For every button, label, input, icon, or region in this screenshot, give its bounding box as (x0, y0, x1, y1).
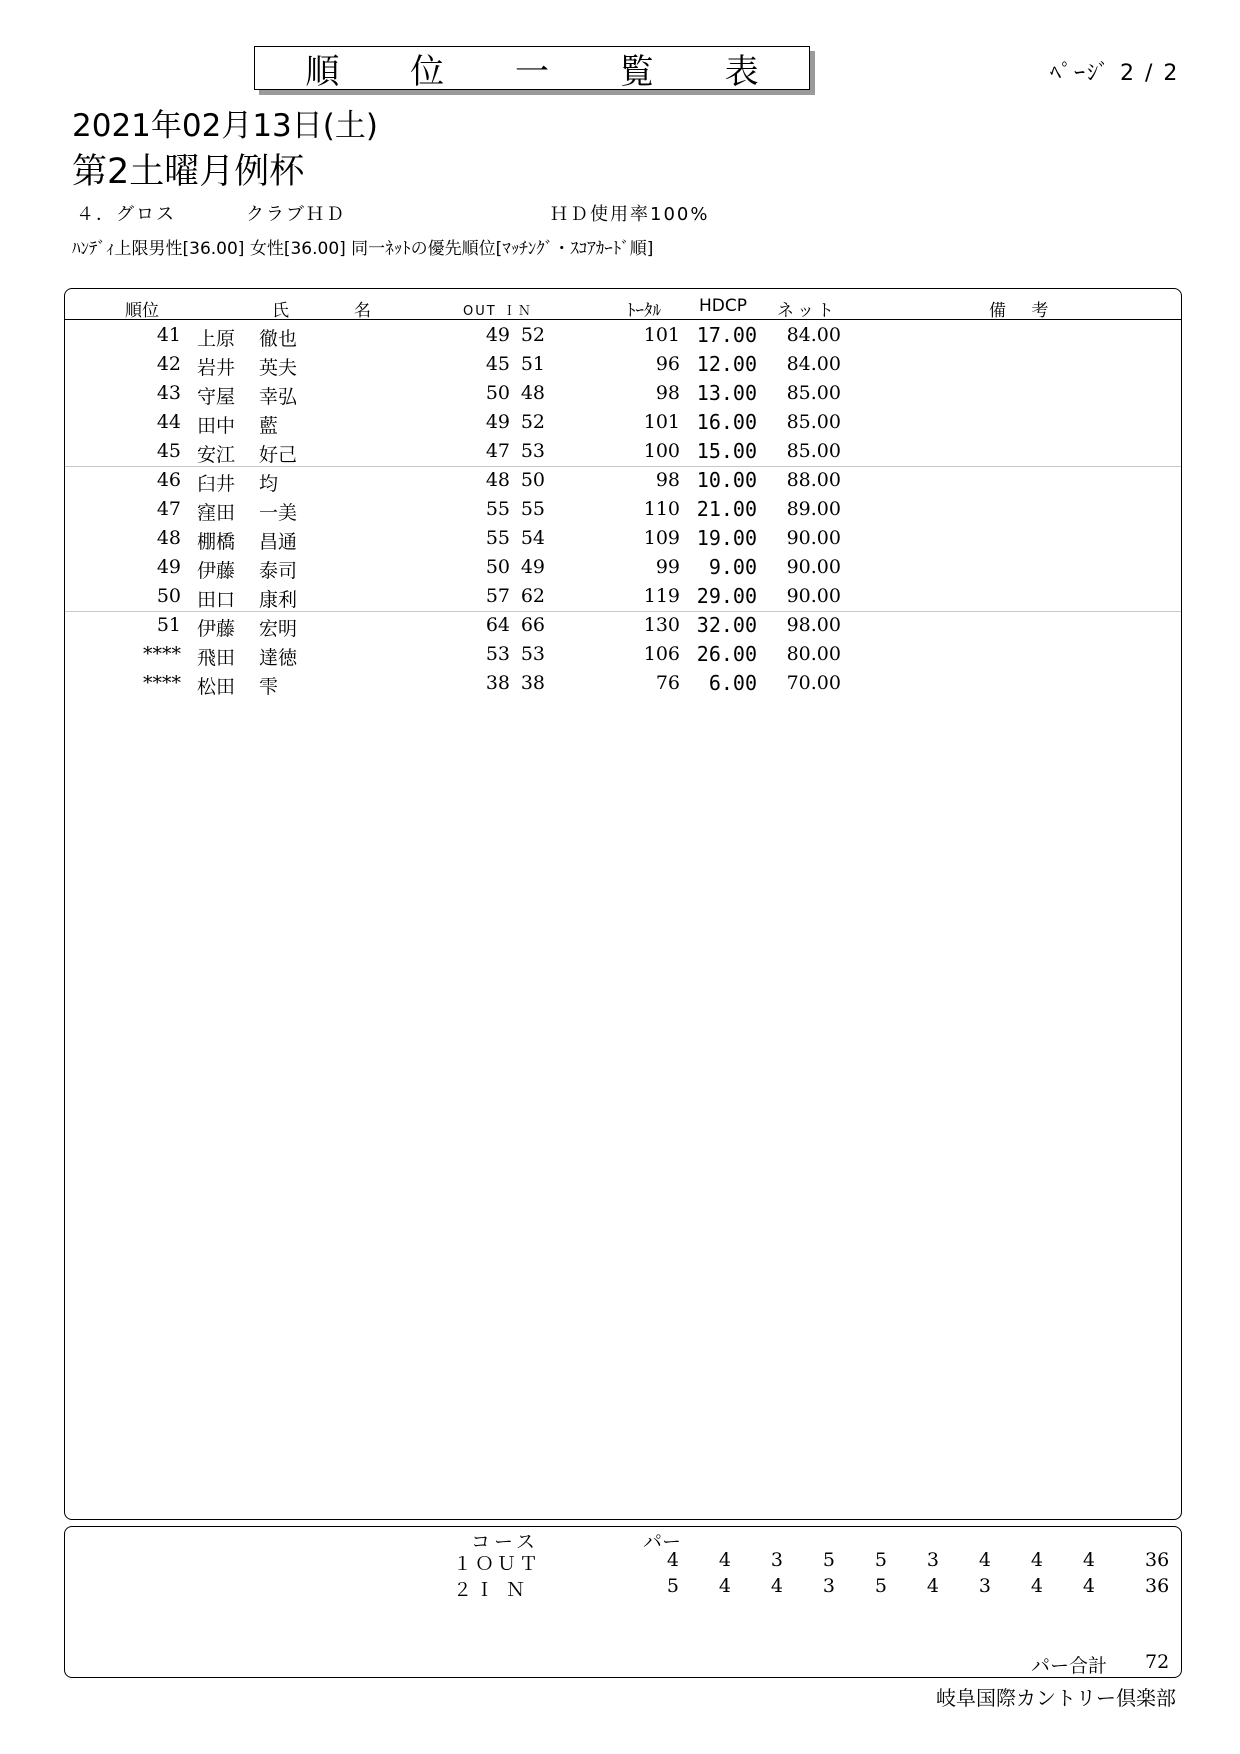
family-name-cell: 窪田 (197, 502, 236, 524)
out-cell: 55 (485, 527, 510, 549)
hdcp-cell: 17.00 (696, 323, 757, 347)
table-row (65, 408, 1181, 437)
net-cell: 89.00 (786, 498, 841, 520)
hdcp-cell: 19.00 (696, 526, 757, 550)
total-cell: 98 (655, 382, 680, 404)
col-remarks: 備 考 (989, 301, 1059, 321)
total-cell: 101 (643, 324, 680, 346)
club-name: 岐阜国際カントリー倶楽部 (936, 1686, 1176, 1710)
in-cell: 52 (520, 324, 545, 346)
table-row (65, 350, 1181, 379)
given-name-cell: 好己 (259, 444, 298, 466)
header-rule (65, 319, 1181, 320)
table-row (65, 611, 1181, 640)
hole-par: 3 (822, 1575, 835, 1597)
col-name-given: 名 (354, 301, 371, 321)
col-total: ﾄｰﾀﾙ (627, 301, 661, 321)
in-cell: 49 (520, 556, 545, 578)
page-title: 順 位 一 覧 表 (305, 51, 789, 92)
hd-type-label: クラブＨＤ (246, 204, 346, 225)
hole-par: 4 (770, 1575, 783, 1597)
rank-cell: **** (143, 643, 181, 665)
net-cell: 90.00 (786, 527, 841, 549)
par-total-value: 72 (1145, 1651, 1170, 1673)
in-cell: 48 (520, 382, 545, 404)
net-cell: 80.00 (786, 643, 841, 665)
out-cell: 49 (485, 411, 510, 433)
in-cell: 53 (520, 643, 545, 665)
hole-par: 5 (874, 1575, 887, 1597)
rank-cell: 50 (156, 585, 181, 607)
out-cell: 49 (485, 324, 510, 346)
event-name: 第2土曜月例杯 (72, 152, 305, 192)
net-cell: 98.00 (786, 614, 841, 636)
hdcp-cell: 13.00 (696, 381, 757, 405)
in-cell: 54 (520, 527, 545, 549)
family-name-cell: 田中 (197, 415, 236, 437)
net-cell: 70.00 (786, 672, 841, 694)
table-row (65, 379, 1181, 408)
course-label: コース (471, 1531, 540, 1553)
given-name-cell: 藍 (259, 415, 279, 437)
rank-cell: 46 (156, 469, 181, 491)
in-cell: 55 (520, 498, 545, 520)
family-name-cell: 田口 (197, 589, 236, 611)
family-name-cell: 伊藤 (197, 618, 236, 640)
course-name: ２Ｉ Ｎ (453, 1579, 529, 1601)
col-name-family: 氏 (272, 301, 289, 321)
in-cell: 52 (520, 411, 545, 433)
hole-par: 4 (1082, 1575, 1095, 1597)
given-name-cell: 雫 (259, 676, 279, 698)
net-cell: 90.00 (786, 556, 841, 578)
out-cell: 57 (485, 585, 510, 607)
total-cell: 76 (655, 672, 680, 694)
total-cell: 98 (655, 469, 680, 491)
table-row (65, 553, 1181, 582)
rank-cell: 41 (156, 324, 181, 346)
out-cell: 64 (485, 614, 510, 636)
hole-par: 4 (926, 1575, 939, 1597)
given-name-cell: 康利 (259, 589, 298, 611)
family-name-cell: 上原 (197, 328, 236, 350)
course-par-total: 36 (1145, 1549, 1170, 1571)
family-name-cell: 松田 (197, 676, 236, 698)
rank-cell: 45 (156, 440, 181, 462)
given-name-cell: 宏明 (259, 618, 298, 640)
hole-par: 3 (926, 1549, 939, 1571)
in-cell: 62 (520, 585, 545, 607)
table-row (65, 524, 1181, 553)
handicap-settings: ﾊﾝﾃﾞｨ上限男性[36.00] 女性[36.00] 同一ﾈｯﾄの優先順位[ﾏｯﾁﾝｸﾞ・ｽｺｱｶｰﾄﾞ順] (72, 239, 654, 259)
hdcp-cell: 26.00 (696, 642, 757, 666)
out-cell: 50 (485, 382, 510, 404)
total-cell: 96 (655, 353, 680, 375)
results-table (64, 288, 1182, 1520)
hole-par: 4 (1030, 1549, 1043, 1571)
hole-par: 4 (1082, 1549, 1095, 1571)
course-par-total: 36 (1145, 1575, 1170, 1597)
total-cell: 109 (643, 527, 680, 549)
hdcp-cell: 15.00 (696, 439, 757, 463)
given-name-cell: 徹也 (259, 328, 298, 350)
family-name-cell: 岩井 (197, 357, 236, 379)
col-hdcp: HDCP (699, 296, 747, 316)
rank-cell: 48 (156, 527, 181, 549)
hole-par: 3 (770, 1549, 783, 1571)
total-cell: 110 (643, 498, 680, 520)
in-cell: 51 (520, 353, 545, 375)
hdcp-cell: 10.00 (696, 468, 757, 492)
net-cell: 90.00 (786, 585, 841, 607)
family-name-cell: 安江 (197, 444, 236, 466)
table-row (65, 640, 1181, 669)
out-cell: 55 (485, 498, 510, 520)
course-name: １ＯＵＴ (453, 1553, 542, 1575)
col-net: ネット (777, 301, 837, 321)
hdcp-cell: 12.00 (696, 352, 757, 376)
given-name-cell: 一美 (259, 502, 298, 524)
out-cell: 38 (485, 672, 510, 694)
hole-par: 5 (666, 1575, 679, 1597)
rank-cell: 44 (156, 411, 181, 433)
rank-cell: 49 (156, 556, 181, 578)
rank-cell: **** (143, 672, 181, 694)
out-cell: 48 (485, 469, 510, 491)
net-cell: 85.00 (786, 440, 841, 462)
hole-par: 4 (718, 1575, 731, 1597)
title-box (254, 46, 810, 90)
given-name-cell: 均 (259, 473, 279, 495)
hdcp-cell: 16.00 (696, 410, 757, 434)
hole-par: 3 (978, 1575, 991, 1597)
rank-cell: 47 (156, 498, 181, 520)
table-row (65, 582, 1181, 611)
hd-rate-label: ＨＤ使用率100% (550, 204, 710, 225)
total-cell: 101 (643, 411, 680, 433)
out-cell: 47 (485, 440, 510, 462)
col-rank: 順位 (125, 301, 159, 321)
rank-cell: 43 (156, 382, 181, 404)
hole-par: 4 (718, 1549, 731, 1571)
total-cell: 106 (643, 643, 680, 665)
table-row (65, 437, 1181, 466)
hdcp-cell: 9.00 (708, 555, 757, 579)
given-name-cell: 達徳 (259, 647, 298, 669)
table-row (65, 669, 1181, 698)
out-cell: 45 (485, 353, 510, 375)
net-cell: 85.00 (786, 411, 841, 433)
given-name-cell: 幸弘 (259, 386, 298, 408)
rank-cell: 51 (156, 614, 181, 636)
hdcp-cell: 6.00 (708, 671, 757, 695)
family-name-cell: 棚橋 (197, 531, 236, 553)
family-name-cell: 伊藤 (197, 560, 236, 582)
col-out-in: OUT ＩＮ (463, 304, 533, 319)
total-cell: 100 (643, 440, 680, 462)
family-name-cell: 臼井 (197, 473, 236, 495)
net-cell: 85.00 (786, 382, 841, 404)
out-cell: 50 (485, 556, 510, 578)
table-row (65, 495, 1181, 524)
in-cell: 66 (520, 614, 545, 636)
hole-par: 4 (666, 1549, 679, 1571)
total-cell: 99 (655, 556, 680, 578)
in-cell: 38 (520, 672, 545, 694)
table-row (65, 466, 1181, 495)
hole-par: 4 (1030, 1575, 1043, 1597)
net-cell: 88.00 (786, 469, 841, 491)
total-cell: 130 (643, 614, 680, 636)
page-number: ﾍﾟｰｼﾞ 2 / 2 (1050, 61, 1180, 86)
given-name-cell: 昌通 (259, 531, 298, 553)
hdcp-cell: 21.00 (696, 497, 757, 521)
hdcp-cell: 29.00 (696, 584, 757, 608)
course-par-table (64, 1526, 1182, 1678)
par-total-label: パー合計 (1031, 1655, 1108, 1677)
category-label: ４．グロス (76, 204, 176, 225)
hole-par: 5 (874, 1549, 887, 1571)
hdcp-cell: 32.00 (696, 613, 757, 637)
in-cell: 50 (520, 469, 545, 491)
event-date: 2021年02月13日(土) (72, 108, 378, 144)
par-label: パー (643, 1531, 682, 1553)
rank-cell: 42 (156, 353, 181, 375)
given-name-cell: 英夫 (259, 357, 298, 379)
hole-par: 5 (822, 1549, 835, 1571)
net-cell: 84.00 (786, 353, 841, 375)
given-name-cell: 泰司 (259, 560, 298, 582)
hole-par: 4 (978, 1549, 991, 1571)
family-name-cell: 守屋 (197, 386, 236, 408)
net-cell: 84.00 (786, 324, 841, 346)
table-row (65, 321, 1181, 350)
family-name-cell: 飛田 (197, 647, 236, 669)
out-cell: 53 (485, 643, 510, 665)
in-cell: 53 (520, 440, 545, 462)
total-cell: 119 (643, 585, 680, 607)
